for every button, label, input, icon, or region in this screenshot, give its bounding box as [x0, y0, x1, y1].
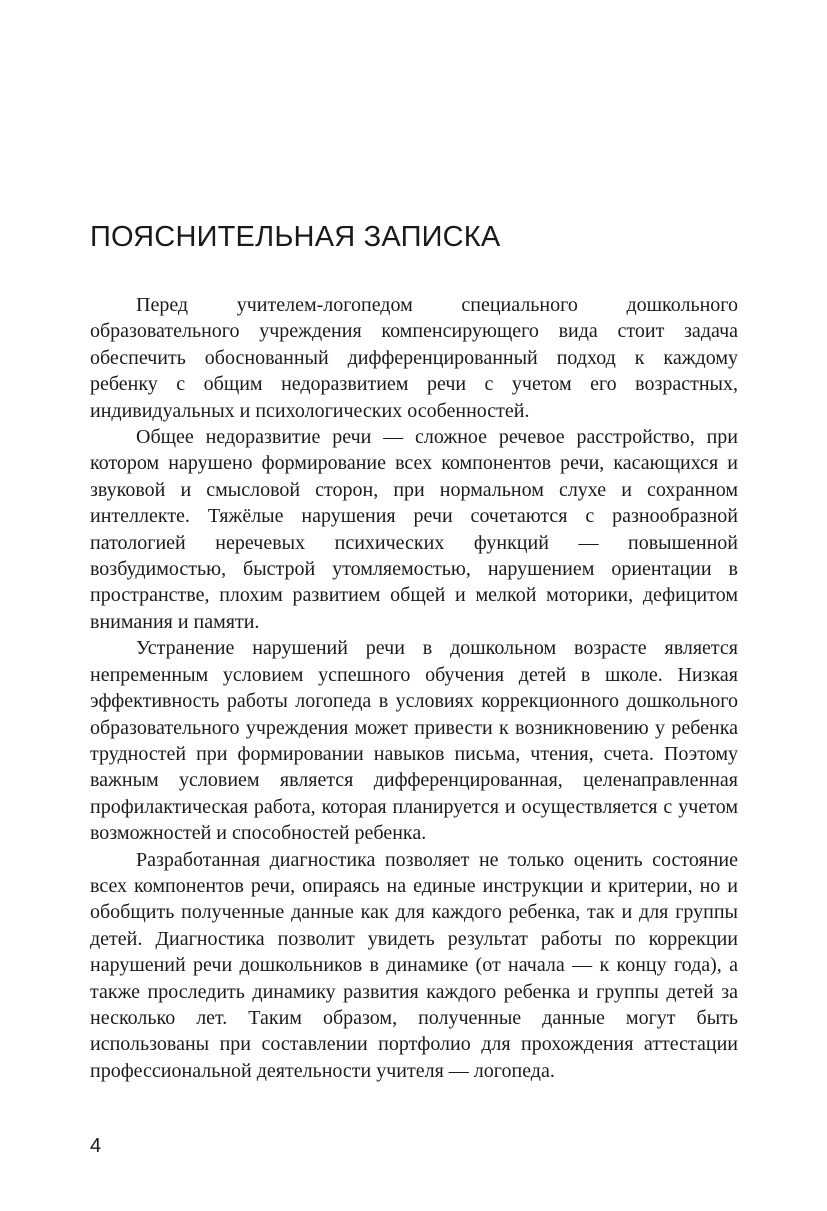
paragraph-2: Общее недоразвитие речи — сложное речевое расстройство, при котором нарушено формирование всех компонентов речи, касающихся и звуковой и смысловой сторон, при нормальном слухе и сохранном интеллекте. Тяжёлые нарушения речи сочетаются с разнообразной патологией неречевых психических функций — повышенной возбудимостью, быстрой утомляемостью, нарушением ориентации в пространстве, плохим развитием общей и мелкой моторики, дефицитом внимания и памяти.	[90, 426, 738, 633]
body-text	[90, 292, 738, 1084]
paragraph-1: Перед учителем-логопедом специального дошкольного образовательного учреждения компенсирующего вида стоит задача обеспечить обоснованный дифференцированный подход к каждому ребенку с общим недоразвитием речи с учетом его возрастных, индивидуальных и психологических особенностей.	[90, 294, 738, 422]
page-title: ПОЯСНИТЕЛЬНАЯ ЗАПИСКА	[90, 221, 501, 253]
paragraph-3: Устранение нарушений речи в дошкольном возрасте является непременным условием успешного обучения детей в школе. Низкая эффективность работы логопеда в условиях коррекционного дошкольного образовательного учреждения может привести к возникновению у ребенка трудностей при формировании навыков письма, чтения, счета. Поэтому важным условием является дифференцированная, целенаправленная профилактическая работа, которая планируется и осуществляется с учетом возможностей и способностей ребенка.	[90, 637, 738, 845]
paragraph-4: Разработанная диагностика позволяет не только оценить состояние всех компонентов речи, опираясь на единые инструкции и критерии, но и обобщить полученные данные как для каждого ребенка, так и для группы детей. Диагностика позволит увидеть результат работы по коррекции нарушений речи дошкольников в динамике (от начала — к концу года), а также проследить динамику развития каждого ребенка и группы детей за несколько лет. Таким образом, полученные данные могут быть использованы при составлении портфолио для прохождения аттестации профессиональной деятельности учителя — логопеда.	[90, 848, 738, 1082]
page-number: 4	[90, 1135, 102, 1157]
